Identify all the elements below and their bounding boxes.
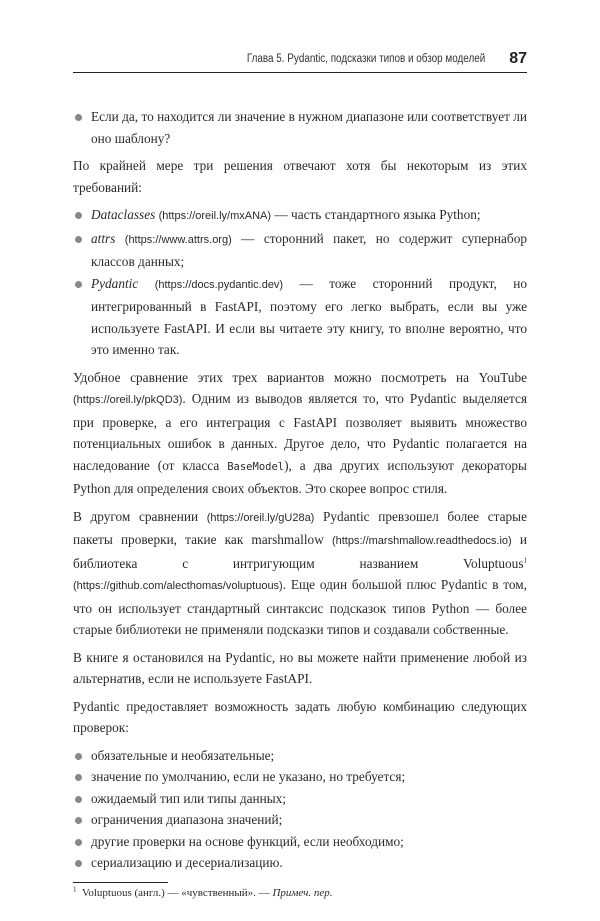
text-run: Dataclasses <box>91 207 156 222</box>
text-run: Pydantic <box>91 275 139 291</box>
bullet-item <box>73 106 527 149</box>
footnote-text: Voluptuous (англ.) — «чувственный». — <box>81 886 273 899</box>
bullet-item <box>73 852 527 874</box>
text-run: обязательные и необязательные; <box>91 747 275 763</box>
link[interactable]: (https://oreil.ly/pkQD3) <box>73 394 183 406</box>
footnote-note: Примеч. пер. <box>272 886 333 899</box>
bullet-item <box>73 228 527 273</box>
text-run: В книге я остановился на Pydantic, но вы можете найти применение любой из альтернатив, если не используете FastAPI. <box>73 649 527 686</box>
text-run: Pydantic предоставляет возможность задать любую комбинацию следующих проверок: <box>73 698 527 735</box>
paragraph <box>73 506 527 641</box>
text-run: ограничения диапазона значений; <box>91 812 283 827</box>
text-run: значение по умолчанию, если не указано, но требуется; <box>91 769 406 784</box>
bullet-item <box>73 788 527 810</box>
footnote-mark: 1 <box>73 884 77 893</box>
paragraph <box>73 155 527 198</box>
link[interactable]: (https://oreil.ly/mxANA) <box>158 210 272 222</box>
link[interactable]: (https://github.com/alecthomas/voluptuous) <box>73 580 283 592</box>
bullet-item <box>73 831 527 853</box>
text-run <box>115 231 124 246</box>
text-run: сериализацию и десериализацию. <box>91 855 283 870</box>
text-run: и библиотека с интригующим названием Voluptuous <box>73 532 527 571</box>
inline-code: BaseModel <box>227 460 285 473</box>
text-run: — сторонний пакет, но содержит супернабор классов данных; <box>91 230 527 269</box>
footnote-divider <box>73 882 168 883</box>
link[interactable]: (https://www.attrs.org) <box>124 233 232 246</box>
link[interactable]: (https://marshmallow.readthedocs.io) <box>331 535 512 547</box>
link[interactable]: (https://docs.pydantic.dev) <box>154 278 284 291</box>
text-blocks <box>73 106 527 874</box>
text-run: attrs <box>91 230 116 246</box>
chapter-title: Глава 5. Pydantic, подсказки типов и обзор моделей <box>246 53 485 65</box>
text-run: ), а два других используют декораторы Python для определения своих объектов. Это скорее вопрос стиля. <box>73 457 527 496</box>
bullet-item <box>73 745 527 767</box>
text-run: — часть стандартного языка Python; <box>271 207 481 222</box>
page-body <box>73 0 527 921</box>
text-run <box>138 276 154 291</box>
paragraph <box>73 647 527 690</box>
bullet-item <box>73 809 527 831</box>
text-run: Если да, то находится ли значение в нужном диапазоне или соответствует ли оно шаблону? <box>91 109 527 146</box>
bullet-item <box>73 273 527 361</box>
text-run: другие проверки на основе функций, если необходимо; <box>91 833 404 849</box>
page-number: 87 <box>509 50 527 67</box>
footnote <box>73 885 527 901</box>
text-run: Удобное сравнение этих трех вариантов можно посмотреть на YouTube <box>73 369 527 385</box>
text-run: В другом сравнении <box>73 508 207 524</box>
text-run: . Одним из выводов является то, что Pydantic выделяется при проверке, а его интеграция с FastAPI позволяет выявить множество потенциальных ошибок в данных. Другое дело, что Pydantic полагается на наследование (от класса <box>73 391 527 473</box>
text-run: — тоже сторонний продукт, но интегрированный в FastAPI, поэтому его легко выбрать, если вы уже используете FastAPI. И если вы читаете эту книгу, то вполне вероятно, что это именно так. <box>91 275 528 357</box>
text-run: Pydantic превзошел более старые пакеты проверки, такие как marshmallow <box>73 508 527 547</box>
paragraph <box>73 696 527 739</box>
text-run: По крайней мере три решения отвечают хотя бы некоторым из этих требований: <box>73 158 527 195</box>
bullet-item <box>73 766 527 788</box>
text-run: . Еще один большой плюс Pydantic в том, что он использует стандартный синтаксис подсказок типов Python — более старые библиотеки не применяли подсказки типов и создавали собственные. <box>73 577 527 637</box>
link[interactable]: (https://oreil.ly/gU28a) <box>206 511 315 524</box>
footnote-ref[interactable]: 1 <box>523 556 527 565</box>
text-run: ожидаемый тип или типы данных; <box>91 790 287 806</box>
bullet-item <box>73 204 527 228</box>
paragraph <box>73 367 527 500</box>
